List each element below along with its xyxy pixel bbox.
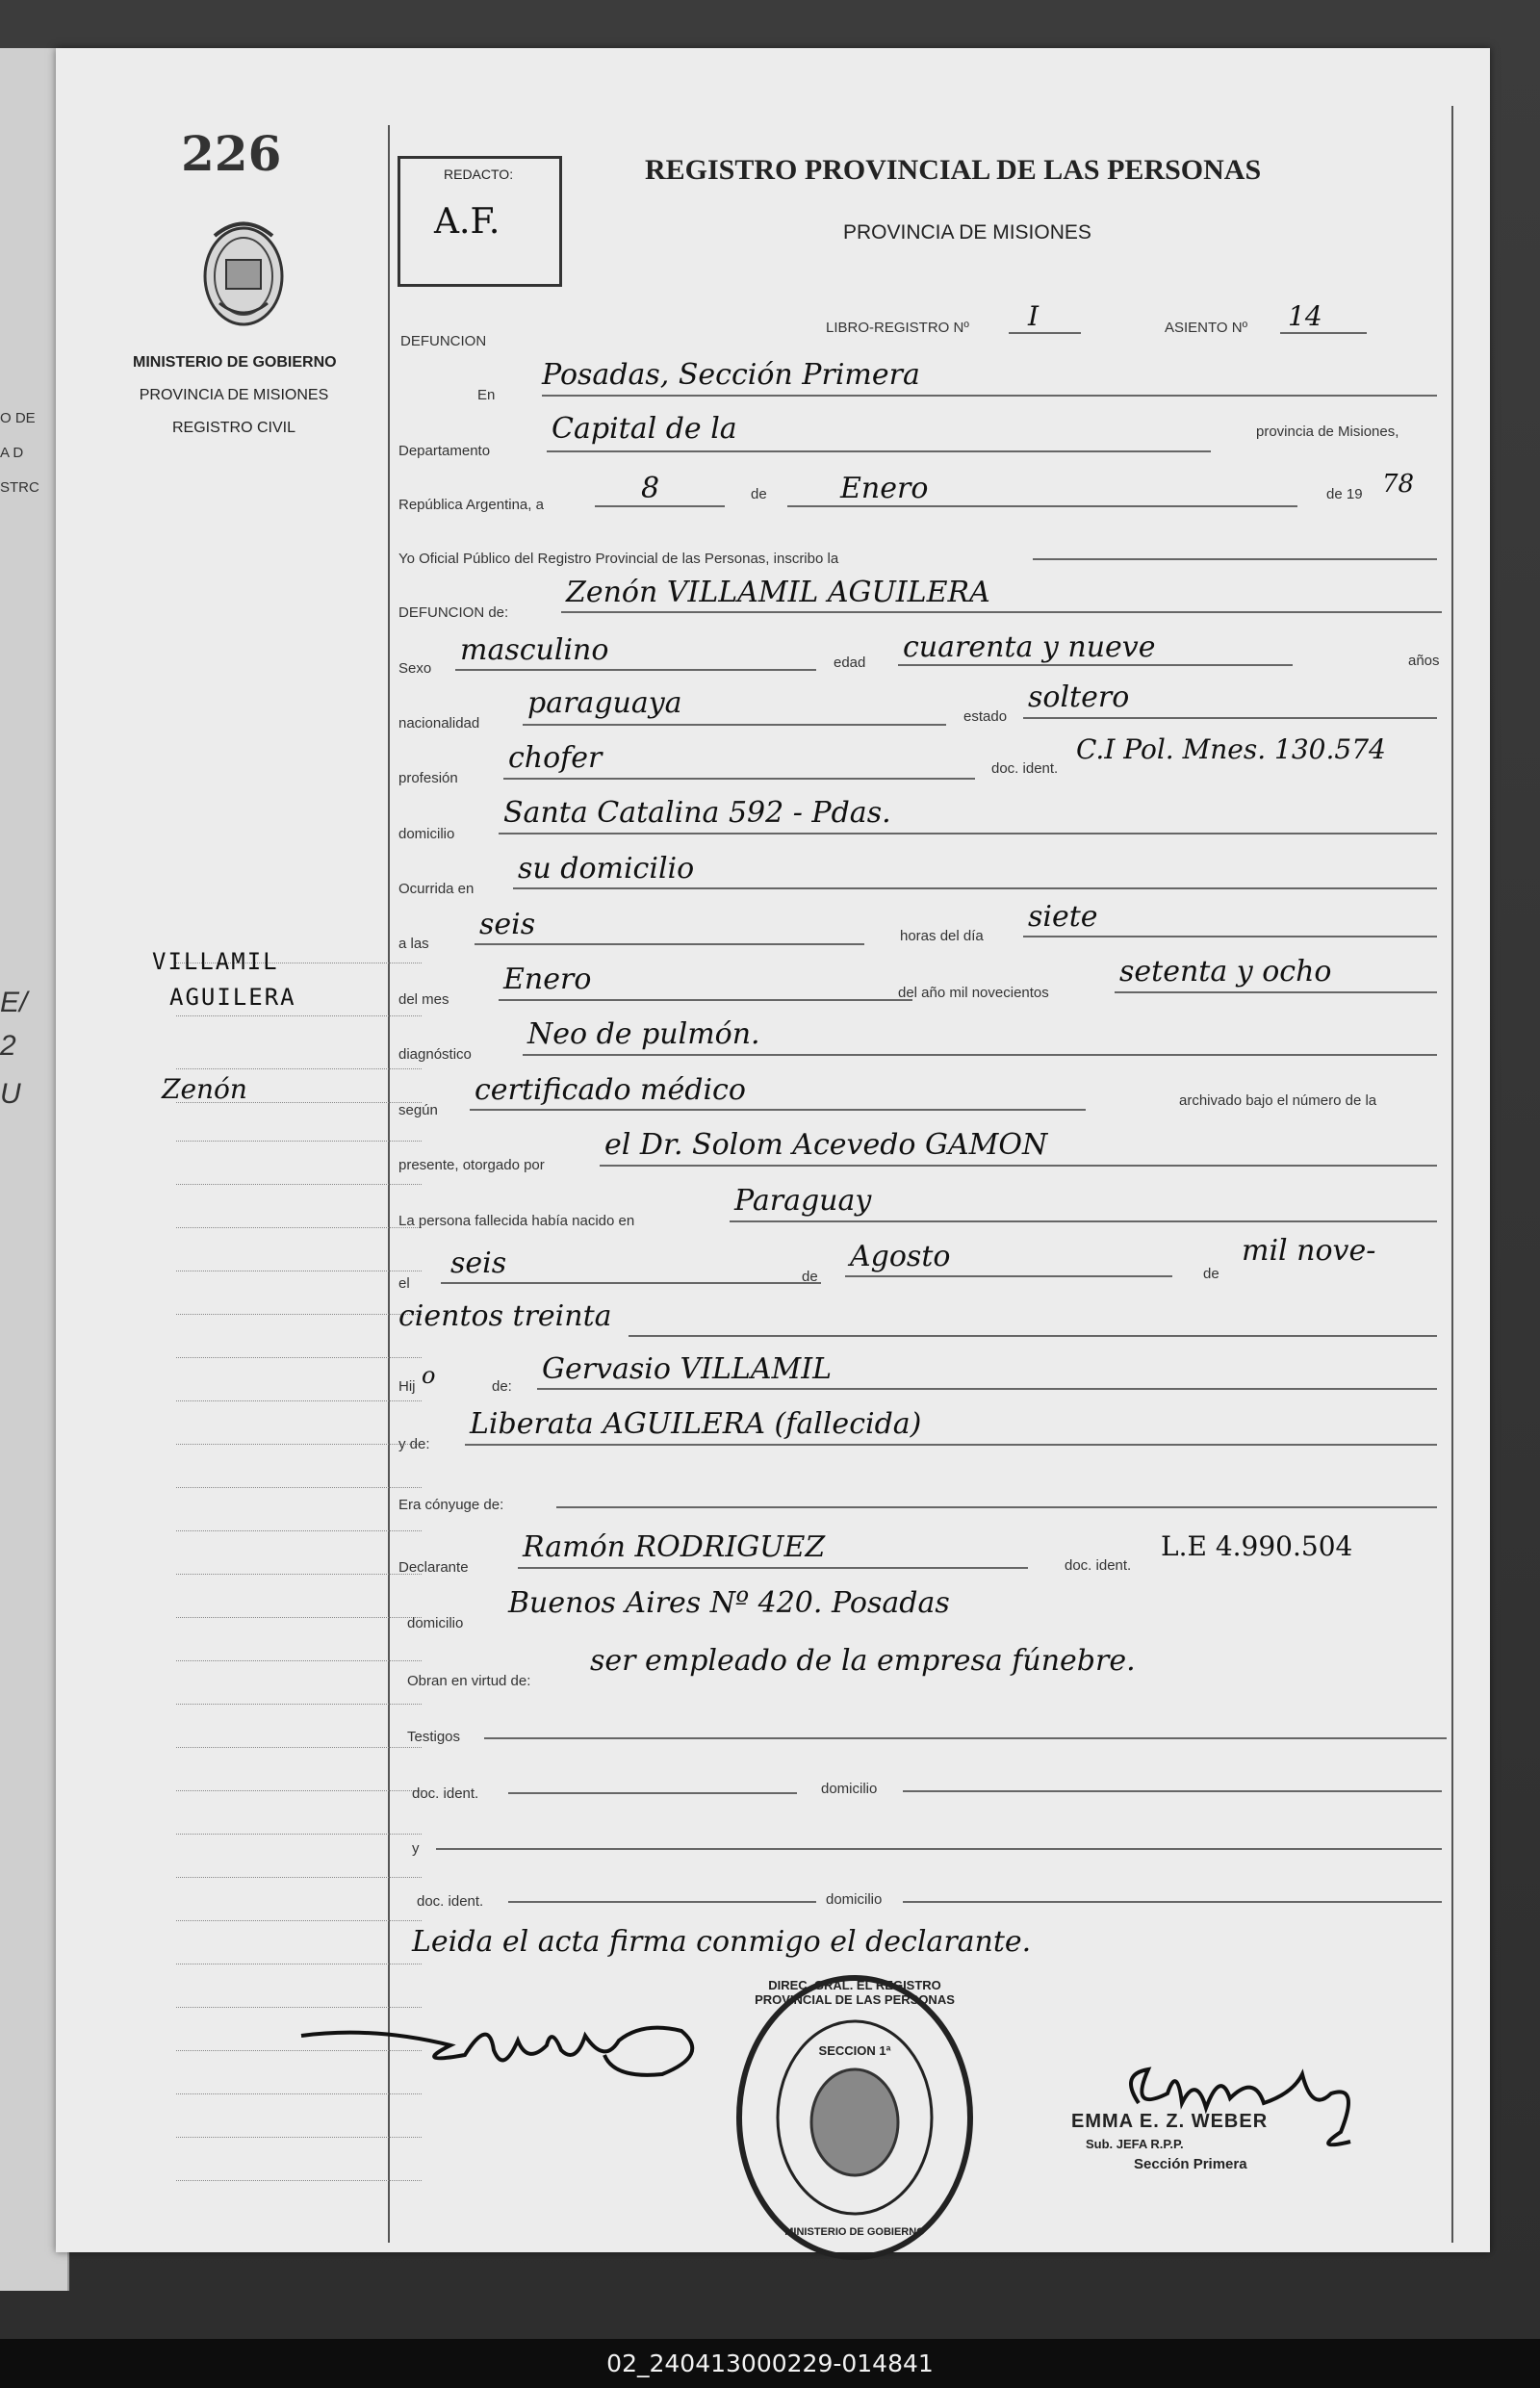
y-label: y <box>412 1840 420 1857</box>
nacido-en-label: La persona fallecida había nacido en <box>398 1213 635 1229</box>
official-stamp <box>730 1968 980 2267</box>
sexo-label: Sexo <box>398 660 432 677</box>
nacido-en-value: Paraguay <box>734 1184 872 1218</box>
ano-value: setenta y ocho <box>1119 955 1332 989</box>
behind-text: 2 <box>0 1030 16 1062</box>
day-value: 8 <box>641 472 660 505</box>
otorgado-value: el Dr. Solom Acevedo GAMON <box>604 1128 1048 1162</box>
ministry-name: MINISTERIO DE GOBIERNO <box>133 354 337 371</box>
redacto-box <box>398 156 562 287</box>
departamento-value: Capital de la <box>552 412 737 446</box>
sexo-value: masculino <box>460 633 609 667</box>
provincia-suffix: provincia de Misiones, <box>1256 424 1399 440</box>
redacto-value: A.F. <box>434 202 500 242</box>
declarante-value: Ramón RODRIGUEZ <box>523 1530 826 1564</box>
edad-value: cuarenta y nueve <box>903 630 1156 664</box>
profesion-label: profesión <box>398 770 458 786</box>
margin-given-name: Zenón <box>162 1073 247 1105</box>
behind-text: O DE <box>0 410 36 426</box>
archivado-label: archivado bajo el número de la <box>1179 1092 1377 1109</box>
closing-statement: Leida el acta firma conmigo el declarante. <box>412 1925 1032 1959</box>
official-title: Sub. JEFA R.P.P. <box>1086 2137 1184 2151</box>
nacionalidad-value: paraguaya <box>527 686 682 720</box>
asiento-value: 14 <box>1288 300 1322 332</box>
del-mes-label: del mes <box>398 991 449 1008</box>
obran-value: ser empleado de la empresa fúnebre. <box>590 1644 1136 1678</box>
ocurrida-en-value: su domicilio <box>518 852 695 886</box>
del-ano-label: del año mil novecientos <box>898 985 1049 1001</box>
section-label: DEFUNCION <box>400 333 487 349</box>
province-name: PROVINCIA DE MISIONES <box>139 387 329 403</box>
de-year-label: de <box>1203 1266 1219 1282</box>
diagnostico-label: diagnóstico <box>398 1046 472 1063</box>
stamp-section: SECCION 1ª <box>818 2043 891 2058</box>
otorgado-label: presente, otorgado por <box>398 1157 545 1173</box>
el-label: el <box>398 1275 410 1292</box>
ocurrida-en-label: Ocurrida en <box>398 881 475 897</box>
margin-surname-1: VILLAMIL <box>152 948 279 975</box>
place-value: Posadas, Sección Primera <box>542 358 920 392</box>
year-suffix-value: 78 <box>1382 470 1415 499</box>
estado-label: estado <box>963 708 1008 725</box>
year-prefix-label: de 19 <box>1326 486 1363 502</box>
a-las-label: a las <box>398 936 429 952</box>
stamp-text: DIREC. GRAL. EL REGISTRO PROVINCIAL DE LAS PERSONAS <box>755 1978 955 2007</box>
official-section: Sección Primera <box>1134 2156 1247 2172</box>
deceased-name-value: Zenón VILLAMIL AGUILERA <box>566 576 990 609</box>
horas-del-dia-label: horas del día <box>900 928 984 944</box>
father-value: Gervasio VILLAMIL <box>542 1352 832 1386</box>
republica-label: República Argentina, a <box>398 497 544 513</box>
yo-oficial-text: Yo Oficial Público del Registro Provincial de las Personas, inscribo la <box>398 551 839 567</box>
redacto-label: REDACTO: <box>444 167 514 182</box>
stamp-ministry: MINISTERIO DE GOBIERNO <box>784 2226 925 2238</box>
registry-title: REGISTRO PROVINCIAL DE LAS PERSONAS <box>645 154 1262 186</box>
dia-value: siete <box>1028 900 1098 934</box>
declarante-domicilio-value: Buenos Aires Nº 420. Posadas <box>508 1586 950 1620</box>
hijo-de-label: de: <box>492 1378 512 1395</box>
hijo-label: Hij <box>398 1378 416 1395</box>
doc-ident-label: doc. ident. <box>991 760 1059 777</box>
page-number: 226 <box>181 125 282 182</box>
testigo2-doc-label: doc. ident. <box>417 1893 484 1910</box>
declarante-doc-value: L.E 4.990.504 <box>1161 1530 1353 1562</box>
birth-month-value: Agosto <box>850 1240 951 1273</box>
margin-surname-2: AGUILERA <box>169 984 296 1011</box>
domicilio-value: Santa Catalina 592 - Pdas. <box>503 796 891 830</box>
death-certificate-page <box>56 48 1490 2252</box>
a-las-value: seis <box>479 908 536 941</box>
birth-day-value: seis <box>450 1246 507 1280</box>
birth-year-b-value: cientos treinta <box>398 1299 612 1333</box>
official-name: EMMA E. Z. WEBER <box>1071 2111 1269 2132</box>
declarante-domicilio-label: domicilio <box>407 1615 464 1631</box>
y-de-label: y de: <box>398 1436 430 1452</box>
hijo-suffix-value: o <box>422 1362 436 1389</box>
estado-value: soltero <box>1028 680 1130 714</box>
de-label: de <box>751 486 767 502</box>
testigo1-doc-label: doc. ident. <box>412 1785 479 1802</box>
testigos-label: Testigos <box>407 1729 461 1745</box>
image-id-caption: 02_240413000229-014841 <box>0 2339 1540 2388</box>
domicilio-label: domicilio <box>398 826 455 842</box>
mes-value: Enero <box>503 963 592 996</box>
declarant-signature <box>296 1997 720 2093</box>
right-page-border <box>1451 106 1453 2243</box>
segun-value: certificado médico <box>475 1073 746 1107</box>
behind-text: A D <box>0 445 24 461</box>
testigo1-domicilio-label: domicilio <box>821 1781 878 1797</box>
month-value: Enero <box>840 472 929 505</box>
testigo2-domicilio-label: domicilio <box>826 1891 883 1908</box>
de-month-label: de <box>802 1269 818 1285</box>
edad-label: edad <box>834 655 866 671</box>
behind-text: U <box>0 1078 21 1110</box>
civil-registry-name: REGISTRO CIVIL <box>171 420 296 436</box>
departamento-label: Departamento <box>398 443 491 459</box>
behind-text: STRC <box>0 479 39 496</box>
profesion-value: chofer <box>508 741 603 775</box>
doc-ident-value: C.I Pol. Mnes. 130.574 <box>1076 733 1386 765</box>
en-label: En <box>477 387 496 403</box>
birth-year-a-value: mil nove- <box>1242 1234 1376 1268</box>
behind-text: E/ <box>0 987 28 1018</box>
libro-value: I <box>1028 300 1040 332</box>
diagnostico-value: Neo de pulmón. <box>527 1017 760 1051</box>
defuncion-de-label: DEFUNCION de: <box>398 604 509 621</box>
segun-label: según <box>398 1102 438 1118</box>
declarante-doc-label: doc. ident. <box>1065 1557 1132 1574</box>
libro-label: LIBRO-REGISTRO Nº <box>826 320 969 336</box>
mother-value: Liberata AGUILERA (fallecida) <box>470 1407 922 1441</box>
anos-label: años <box>1408 653 1440 669</box>
nacionalidad-label: nacionalidad <box>398 715 480 732</box>
registry-province: PROVINCIA DE MISIONES <box>843 221 1091 244</box>
provincial-coat-of-arms-icon <box>191 217 296 332</box>
era-conyuge-label: Era cónyuge de: <box>398 1497 504 1513</box>
declarante-label: Declarante <box>398 1559 469 1576</box>
obran-label: Obran en virtud de: <box>407 1673 531 1689</box>
asiento-label: ASIENTO Nº <box>1165 320 1248 336</box>
